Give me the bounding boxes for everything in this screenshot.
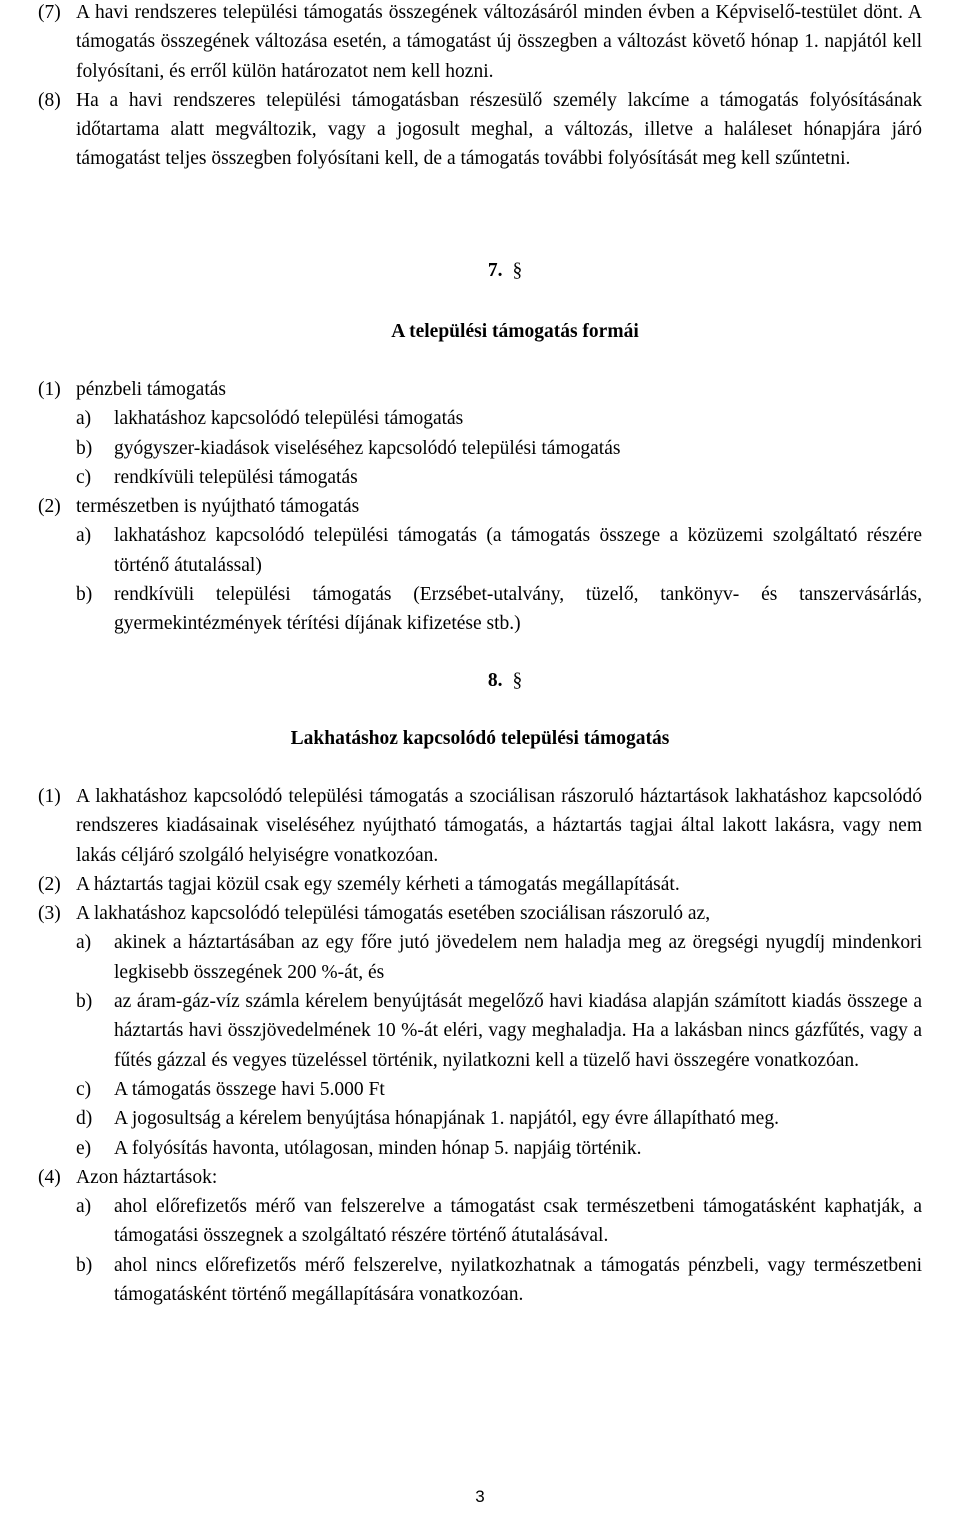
paragraph-number: (7): [38, 2, 61, 23]
s8-paragraph-1: [0, 782, 922, 870]
s8-paragraph-2: [0, 870, 922, 899]
list-item: [0, 928, 922, 987]
list-item: [0, 1104, 922, 1133]
item-text: rendkívüli települési támogatás (Erzsébet-utalvány, tüzelő, tankönyv- és tanszervásárlás, gyermekintézmények térítési díjának kifizetése stb.): [114, 584, 922, 635]
item-text: ahol előrefizetős mérő van felszerelve a támogatást csak természetbeni támogatásként kaphatják, a támogatási összegnek a szolgáltató részére történő átutalásával.: [114, 1196, 922, 1247]
page-number: 3: [475, 1487, 485, 1506]
paragraph-text: A lakhatáshoz kapcsolódó települési támogatás a szociálisan rászoruló háztartások lakhatáshoz kapcsolódó rendszeres kiadásainak viseléséhez nyújtható támogatás, a háztartás tagjai által lakott lakásra, vagy nem lakás céljáró szolgáló helyiségre vonatkozóan.: [76, 786, 922, 866]
item-text: A támogatás összege havi 5.000 Ft: [114, 1078, 385, 1100]
list-item: [0, 463, 922, 492]
top-block: [0, 0, 922, 174]
section-sign: §: [512, 670, 523, 691]
section-8-header: [0, 666, 960, 695]
item-text: lakhatáshoz kapcsolódó települési támogatás: [114, 408, 464, 430]
item-label: b): [76, 584, 93, 606]
item-label: b): [76, 437, 93, 459]
s7-paragraph-2: [0, 492, 922, 521]
item-text: gyógyszer-kiadások viseléséhez kapcsolódó települési támogatás: [114, 437, 621, 459]
paragraph-8: [0, 86, 922, 174]
section-7-title-wrap: [0, 317, 960, 346]
item-label: a): [76, 1196, 92, 1218]
paragraph-number: (2): [38, 873, 61, 895]
item-text: az áram-gáz-víz számla kérelem benyújtását megelőző havi kiadása alapján számított kiadás összege a háztartás havi összjövedelmének 10 %-át eléri, vagy meghaladja. Ha a lakásban nincs gázfűtés, vagy a fűtés gázzal és vegyes tüzeléssel történik, nyilatkozni kell a tüzelő havi összegére vonatkozóan.: [114, 991, 922, 1071]
item-label: b): [76, 991, 93, 1013]
item-label: c): [76, 466, 92, 488]
item-text: lakhatáshoz kapcsolódó települési támogatás (a támogatás összege a közüzemi szolgáltató részére történő átutalással): [114, 525, 922, 576]
list-item: [0, 580, 922, 639]
section-7-body: [0, 375, 922, 639]
paragraph-number: (3): [38, 903, 61, 925]
section-number: [0, 256, 960, 285]
s8-paragraph-4: [0, 1163, 922, 1192]
paragraph-number: (2): [38, 496, 61, 518]
section-title: A települési támogatás formái: [391, 321, 639, 342]
item-text: A jogosultság a kérelem benyújtása hónapjának 1. napjától, egy évre állapítható meg.: [114, 1108, 779, 1130]
item-label: a): [76, 408, 92, 430]
list-item: [0, 1251, 922, 1310]
item-label: a): [76, 525, 92, 547]
item-text: akinek a háztartásában az egy főre jutó jövedelem nem haladja meg az öregségi nyugdíj mindenkori legkisebb összegének 200 %-át, és: [114, 932, 922, 983]
paragraph-text: természetben is nyújtható támogatás: [76, 496, 360, 518]
paragraph-text: A háztartás tagjai közül csak egy személy kérheti a támogatás megállapítását.: [76, 873, 680, 895]
section-title: Lakhatáshoz kapcsolódó települési támogatás: [290, 728, 670, 749]
list-item: [0, 1075, 922, 1104]
section-sign: §: [512, 260, 523, 281]
section-number: [0, 666, 960, 695]
s7-paragraph-1: [0, 375, 922, 404]
list-item: [0, 434, 922, 463]
item-text: A folyósítás havonta, utólagosan, minden hónap 5. napjáig történik.: [114, 1137, 642, 1159]
section-number-text: 8.: [487, 670, 503, 691]
list-item: [0, 987, 922, 1075]
paragraph-text: A havi rendszeres települési támogatás összegének változásáról minden évben a Képviselő-testület dönt. A támogatás összegének változása esetén, a támogatást új összegben a változást követő hónap 1. napjától kell folyósítani, és erről külön határozatot nem kell hozni.: [76, 2, 922, 82]
list-item: [0, 521, 922, 580]
paragraph-number: (1): [38, 786, 61, 807]
paragraph-7: [0, 0, 922, 86]
list-item: [0, 404, 922, 433]
section-8-body: [0, 782, 922, 1309]
item-label: d): [76, 1108, 93, 1130]
section-7-header: [0, 256, 960, 285]
paragraph-number: (8): [38, 89, 61, 111]
item-label: e): [76, 1137, 92, 1159]
paragraph-text: pénzbeli támogatás: [76, 379, 226, 400]
section-8-title-wrap: [0, 724, 960, 753]
item-label: a): [76, 932, 92, 954]
paragraph-text: A lakhatáshoz kapcsolódó települési támogatás esetében szociálisan rászoruló az,: [76, 903, 711, 925]
item-label: b): [76, 1254, 93, 1276]
s8-paragraph-3: [0, 899, 922, 928]
paragraph-text: Ha a havi rendszeres települési támogatásban részesülő személy lakcíme a támogatás folyósításának időtartama alatt megváltozik, vagy a jogosult meghal, a változás, illetve a haláleset hónapjára járó támogatást teljes összegben folyósítani kell, de a támogatás további folyósítását meg kell szűntetni.: [76, 89, 922, 170]
paragraph-text: Azon háztartások:: [76, 1166, 218, 1188]
item-text: rendkívüli települési támogatás: [114, 466, 358, 488]
paragraph-number: (1): [38, 379, 61, 400]
item-label: c): [76, 1078, 92, 1100]
list-item: [0, 1192, 922, 1251]
paragraph-number: (4): [38, 1166, 61, 1188]
item-text: ahol nincs előrefizetős mérő felszerelve, nyilatkozhatnak a támogatás pénzbeli, vagy természetbeni támogatásként történő megállapítására vonatkozóan.: [114, 1254, 922, 1306]
section-number-text: 7.: [487, 260, 503, 281]
list-item: [0, 1134, 922, 1163]
